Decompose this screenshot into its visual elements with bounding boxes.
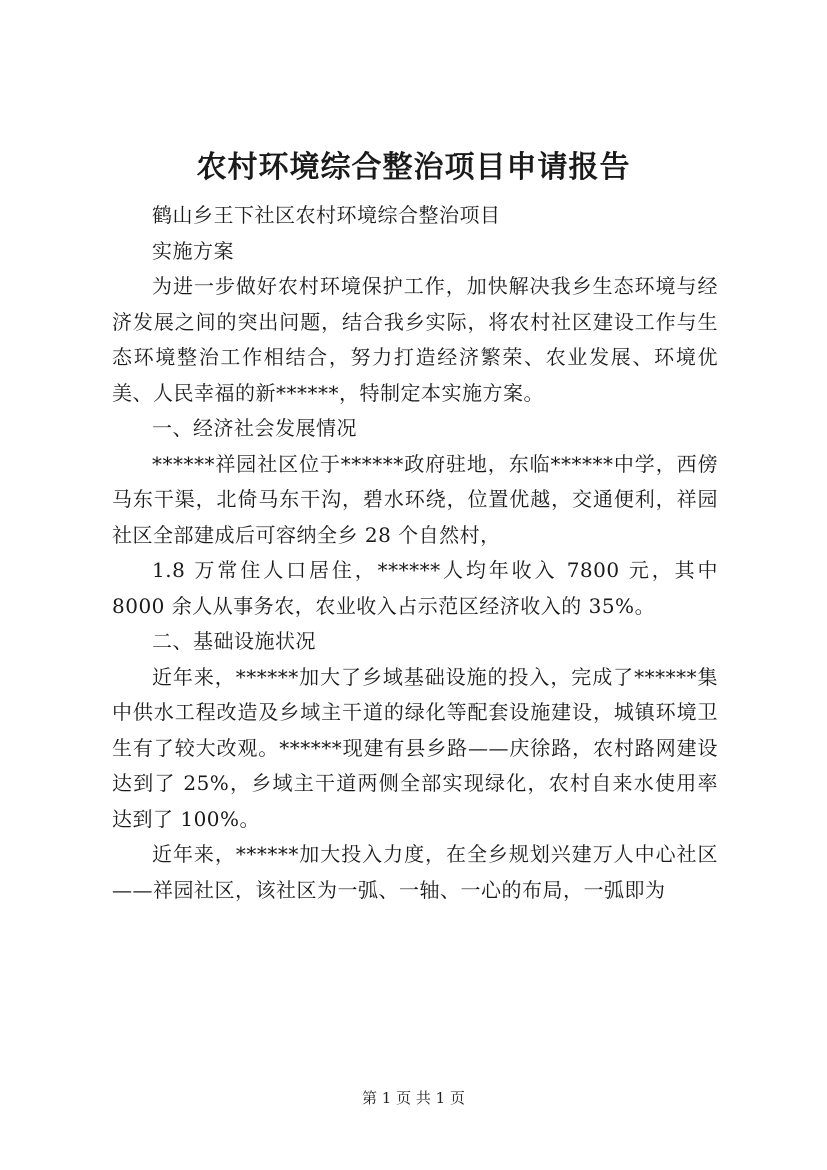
subtitle-line: 鹤山乡王下社区农村环境综合整治项目 (152, 203, 501, 227)
subtitle-line: 实施方案 (152, 238, 234, 263)
document-body (112, 198, 718, 908)
body-paragraph: 近年来，******加大投入力度，在全乡规划兴建万人中心社区——祥园社区，该社区为一弧、一轴、一心的布局，一弧即为 (112, 842, 718, 902)
body-paragraph: 为进一步做好农村环境保护工作，加快解决我乡生态环境与经济发展之间的突出问题，结合我乡实际，将农村社区建设工作与生态环境整治工作相结合，努力打造经济繁荣、农业发展、环境优美、人民幸福的新******，特制定本实施方案。 (112, 274, 718, 405)
body-paragraph: 近年来，******加大了乡域基础设施的投入，完成了******集中供水工程改造及乡域主干道的绿化等配套设施建设，城镇环境卫生有了较大改观。******现建有县乡路——庆徐路，农村路网建设达到了 25%，乡域主干道两侧全部实现绿化，农村自来水使用率达到了 100%。 (112, 664, 718, 831)
section-heading: 二、基础设施状况 (152, 629, 316, 653)
body-paragraph: ******祥园社区位于******政府驻地，东临******中学，西傍马东干渠，北倚马东干沟，碧水环绕，位置优越，交通便利，祥园社区全部建成后可容纳全乡 28 个自然村， (112, 451, 718, 547)
page-number-footer: 第 1 页 共 1 页 (362, 1089, 465, 1107)
section-heading: 一、经济社会发展情况 (152, 416, 357, 440)
body-paragraph: 1.8 万常住人口居住，******人均年收入 7800 元，其中 8000 余人从事务农，农业收入占示范区经济收入的 35%。 (112, 558, 718, 618)
document-title: 农村环境综合整治项目申请报告 (196, 150, 631, 185)
